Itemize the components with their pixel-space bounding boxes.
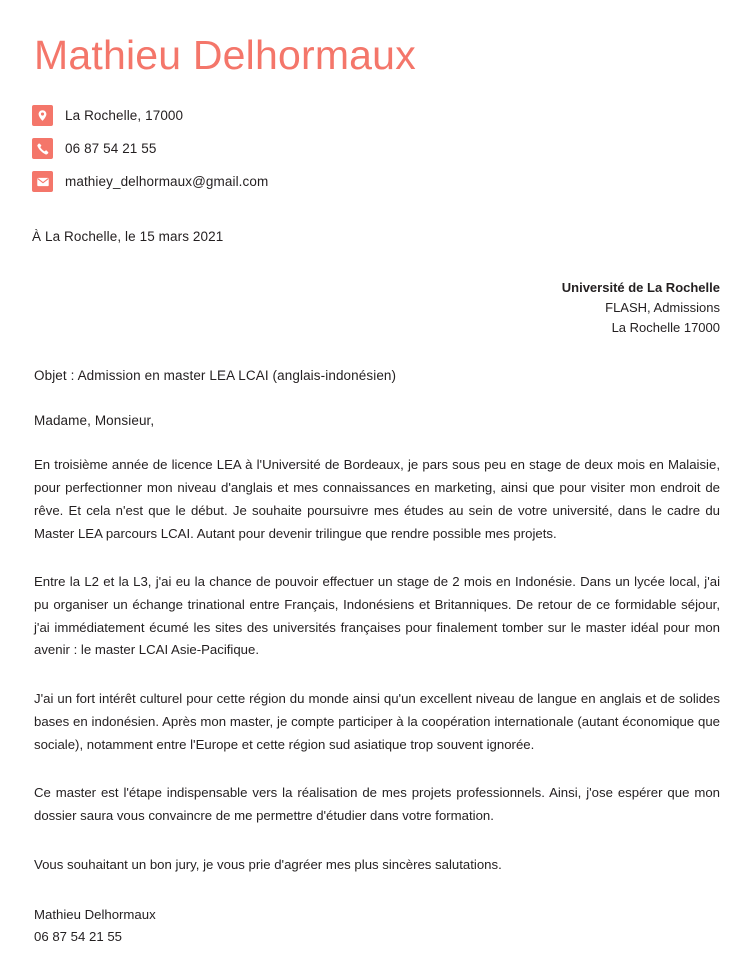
contact-row-email	[32, 165, 722, 198]
page-title: Mathieu Delhormaux	[34, 32, 416, 78]
contact-value-email: mathiey_delhormaux@gmail.com	[65, 174, 269, 190]
location-pin-icon	[32, 105, 53, 126]
body-paragraph: Entre la L2 et la L3, j'ai eu la chance de pouvoir effectuer un stage de 2 mois en Indonésie. Dans un lycée local, j'ai pu organiser un échange trinational entre Français, Indonésiens et Britanniques. De retour de ce formidable séjour, j'ai immédiatement écumé les sites des universités françaises pour finalement tomber sur le master idéal pour mon avenir : le master LCAI Asie-Pacifique.	[34, 574, 720, 658]
phone-icon	[32, 138, 53, 159]
contact-value-phone: 06 87 54 21 55	[65, 141, 157, 157]
date-line: À La Rochelle, le 15 mars 2021	[32, 229, 224, 245]
contact-list	[32, 99, 722, 198]
closing-line: Vous souhaitant un bon jury, je vous prie d'agréer mes plus sincères salutations.	[34, 856, 502, 872]
signature-block	[34, 904, 722, 947]
contact-value-location: La Rochelle, 17000	[65, 108, 184, 124]
contact-row-phone	[32, 132, 722, 165]
signature-phone: 06 87 54 21 55	[34, 928, 122, 944]
recipient-organization: Université de La Rochelle	[561, 280, 720, 296]
signature-name: Mathieu Delhormaux	[34, 907, 156, 923]
body-paragraph: J'ai un fort intérêt culturel pour cette région du monde ainsi qu'un excellent niveau de langue en anglais et de solides bases en indonésien. Après mon master, je compte participer à la coopération internationale (autant économique que sociale), notamment entre l'Europe et cette région sud asiatique trop souvent ignorée.	[34, 691, 720, 752]
salutation-line: Madame, Monsieur,	[34, 413, 155, 429]
recipient-department: FLASH, Admissions	[605, 300, 720, 316]
recipient-city: La Rochelle 17000	[611, 320, 720, 336]
body-paragraph: En troisième année de licence LEA à l'Université de Bordeaux, je pars sous peu en stage de deux mois en Malaisie, pour perfectionner mon niveau d'anglais et mes connaissances en marketing, ainsi que pour visiter mon endroit de rêve. Et cela n'est que le début. Je souhaite poursuivre mes études au sein de votre université, dans le cadre du Master LEA parcours LCAI. Autant pour devenir trilingue que rendre possible mes projets.	[34, 457, 720, 541]
subject-line: Objet : Admission en master LEA LCAI (anglais-indonésien)	[34, 368, 397, 384]
contact-row-location	[32, 99, 722, 132]
body-paragraph: Ce master est l'étape indispensable vers la réalisation de mes projets professionnels. Ainsi, j'ose espérer que mon dossier saura vous convaincre de me permettre d'étudier dans votre formation.	[34, 785, 720, 823]
recipient-block	[30, 278, 720, 338]
envelope-icon	[32, 171, 53, 192]
letter-body	[34, 454, 720, 876]
